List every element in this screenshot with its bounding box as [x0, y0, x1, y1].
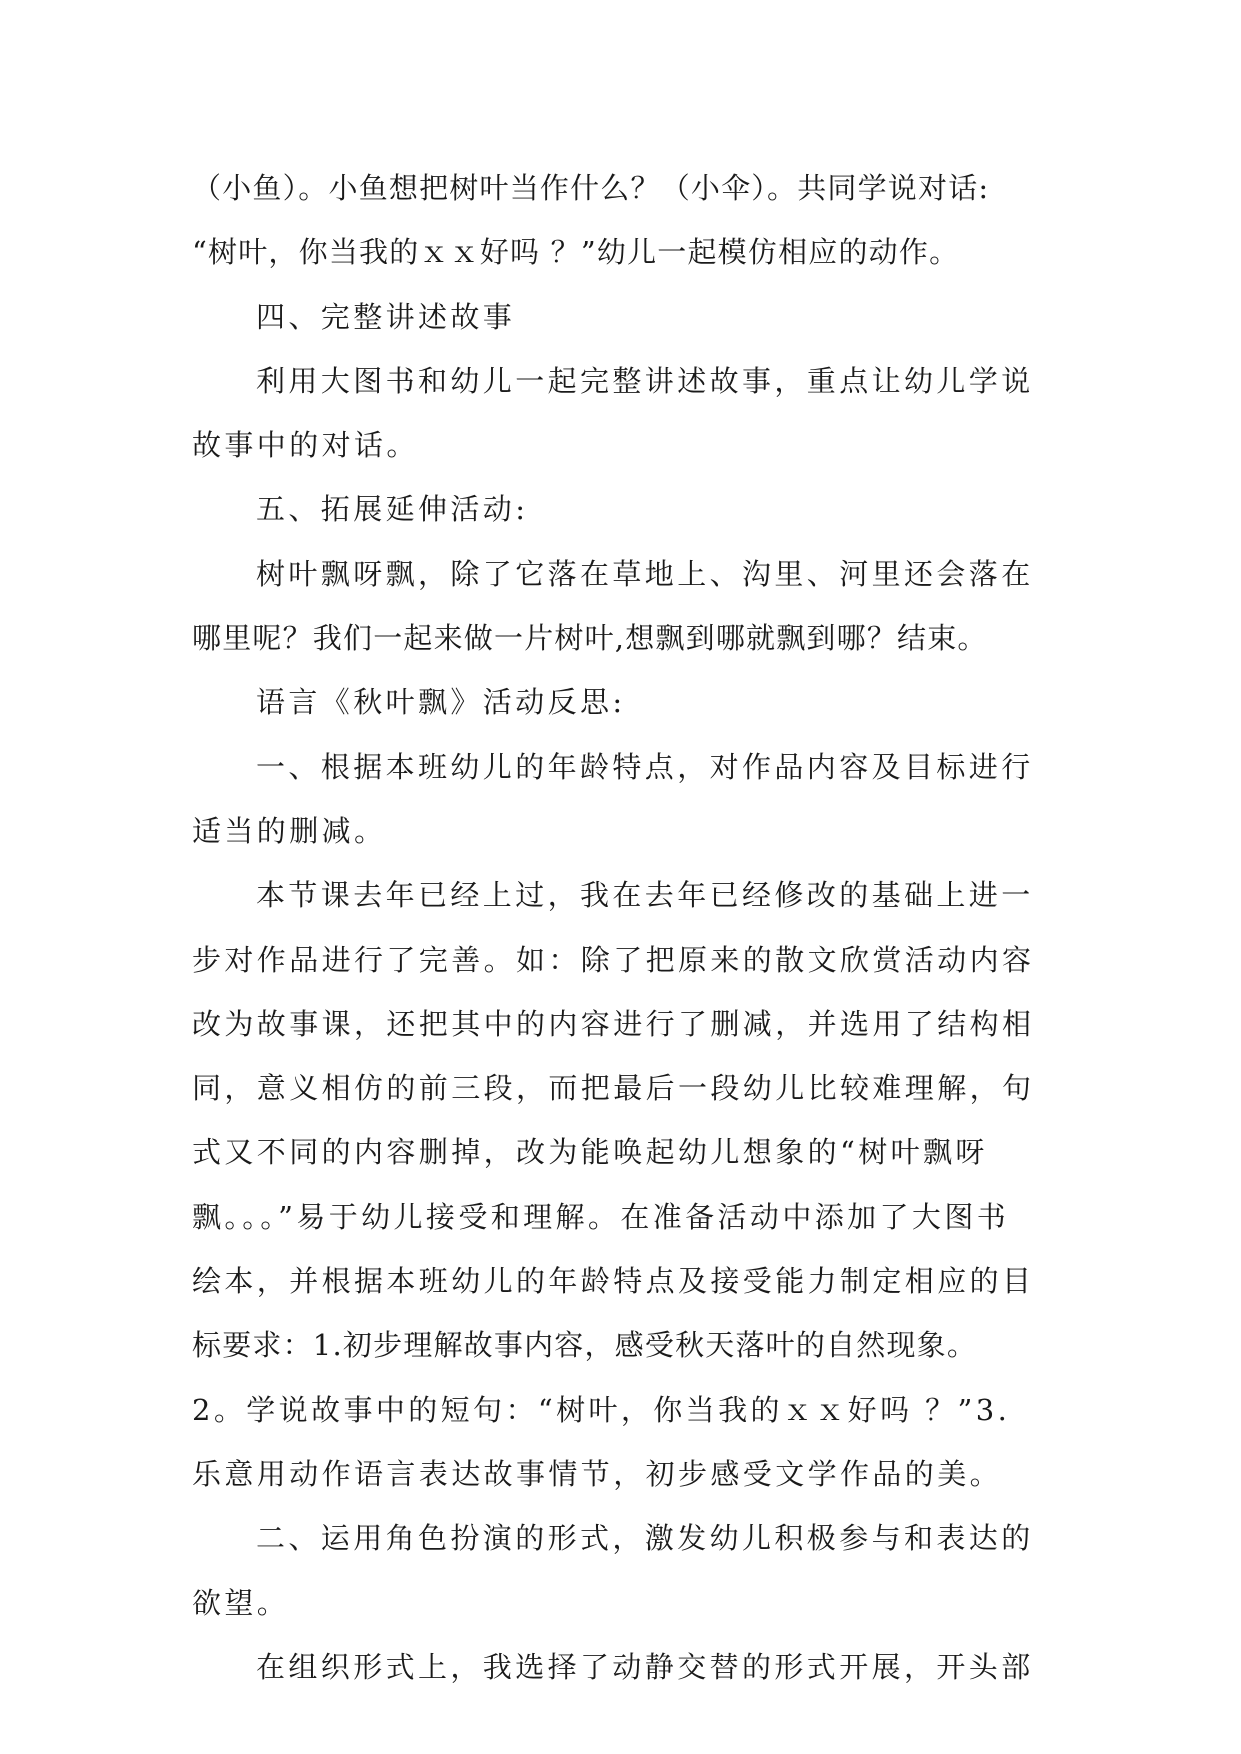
- text-line: 欲望。: [192, 1585, 290, 1620]
- section-heading: 语言《秋叶飘》活动反思:: [256, 685, 626, 720]
- section-heading: 二、运用角色扮演的形式，激发幼儿积极参与和表达的: [256, 1521, 1034, 1556]
- text-line: 同，意义相仿的前三段，而把最后一段幼儿比较难理解，句: [192, 1071, 1035, 1106]
- text-line: 2。学说故事中的短句：“树叶，你当我的ｘｘ好吗 ？”3.: [192, 1392, 1011, 1427]
- text-line: 标要求：1.初步理解故事内容，感受秋天落叶的自然现象。: [192, 1328, 978, 1363]
- text-line: 适当的删减。: [192, 813, 387, 848]
- text-line: “树叶，你当我的ｘｘ好吗 ？”幼儿一起模仿相应的动作。: [192, 235, 960, 270]
- text-line: 哪里呢？我们一起来做一片树叶,想飘到哪就飘到哪？结束。: [192, 621, 988, 656]
- text-line: 一、根据本班幼儿的年龄特点，对作品内容及目标进行: [256, 749, 1034, 784]
- text-line: 利用大图书和幼儿一起完整讲述故事，重点让幼儿学说: [256, 363, 1034, 398]
- text-line: 本节课去年已经上过，我在去年已经修改的基础上进一: [256, 878, 1034, 913]
- text-line: 在组织形式上，我选择了动静交替的形式开展，开头部: [256, 1649, 1034, 1684]
- text-line: 式又不同的内容删掉，改为能唤起幼儿想象的“树叶飘呀: [192, 1135, 988, 1170]
- text-line: 故事中的对话。: [192, 428, 419, 463]
- text-line: 改为故事课，还把其中的内容进行了删减，并选用了结构相: [192, 1006, 1035, 1041]
- text-line: 步对作品进行了完善。如：除了把原来的散文欣赏活动内容: [192, 942, 1035, 977]
- text-line: 树叶飘呀飘，除了它落在草地上、沟里、河里还会落在: [256, 556, 1034, 591]
- text-line: 乐意用动作语言表达故事情节，初步感受文学作品的美。: [192, 1456, 1003, 1491]
- text-line: （小鱼）。小鱼想把树叶当作什么？（小伞）。共同学说对话:: [192, 171, 990, 205]
- text-line: 飘。。。”易于幼儿接受和理解。在准备活动中添加了大图书: [192, 1199, 1010, 1234]
- document-body: [192, 156, 1060, 1699]
- section-heading: 四、完整讲述故事: [256, 299, 516, 334]
- section-heading: 五、拓展延伸活动:: [256, 492, 529, 527]
- text-line: 绘本，并根据本班幼儿的年龄特点及接受能力制定相应的目: [192, 1264, 1035, 1299]
